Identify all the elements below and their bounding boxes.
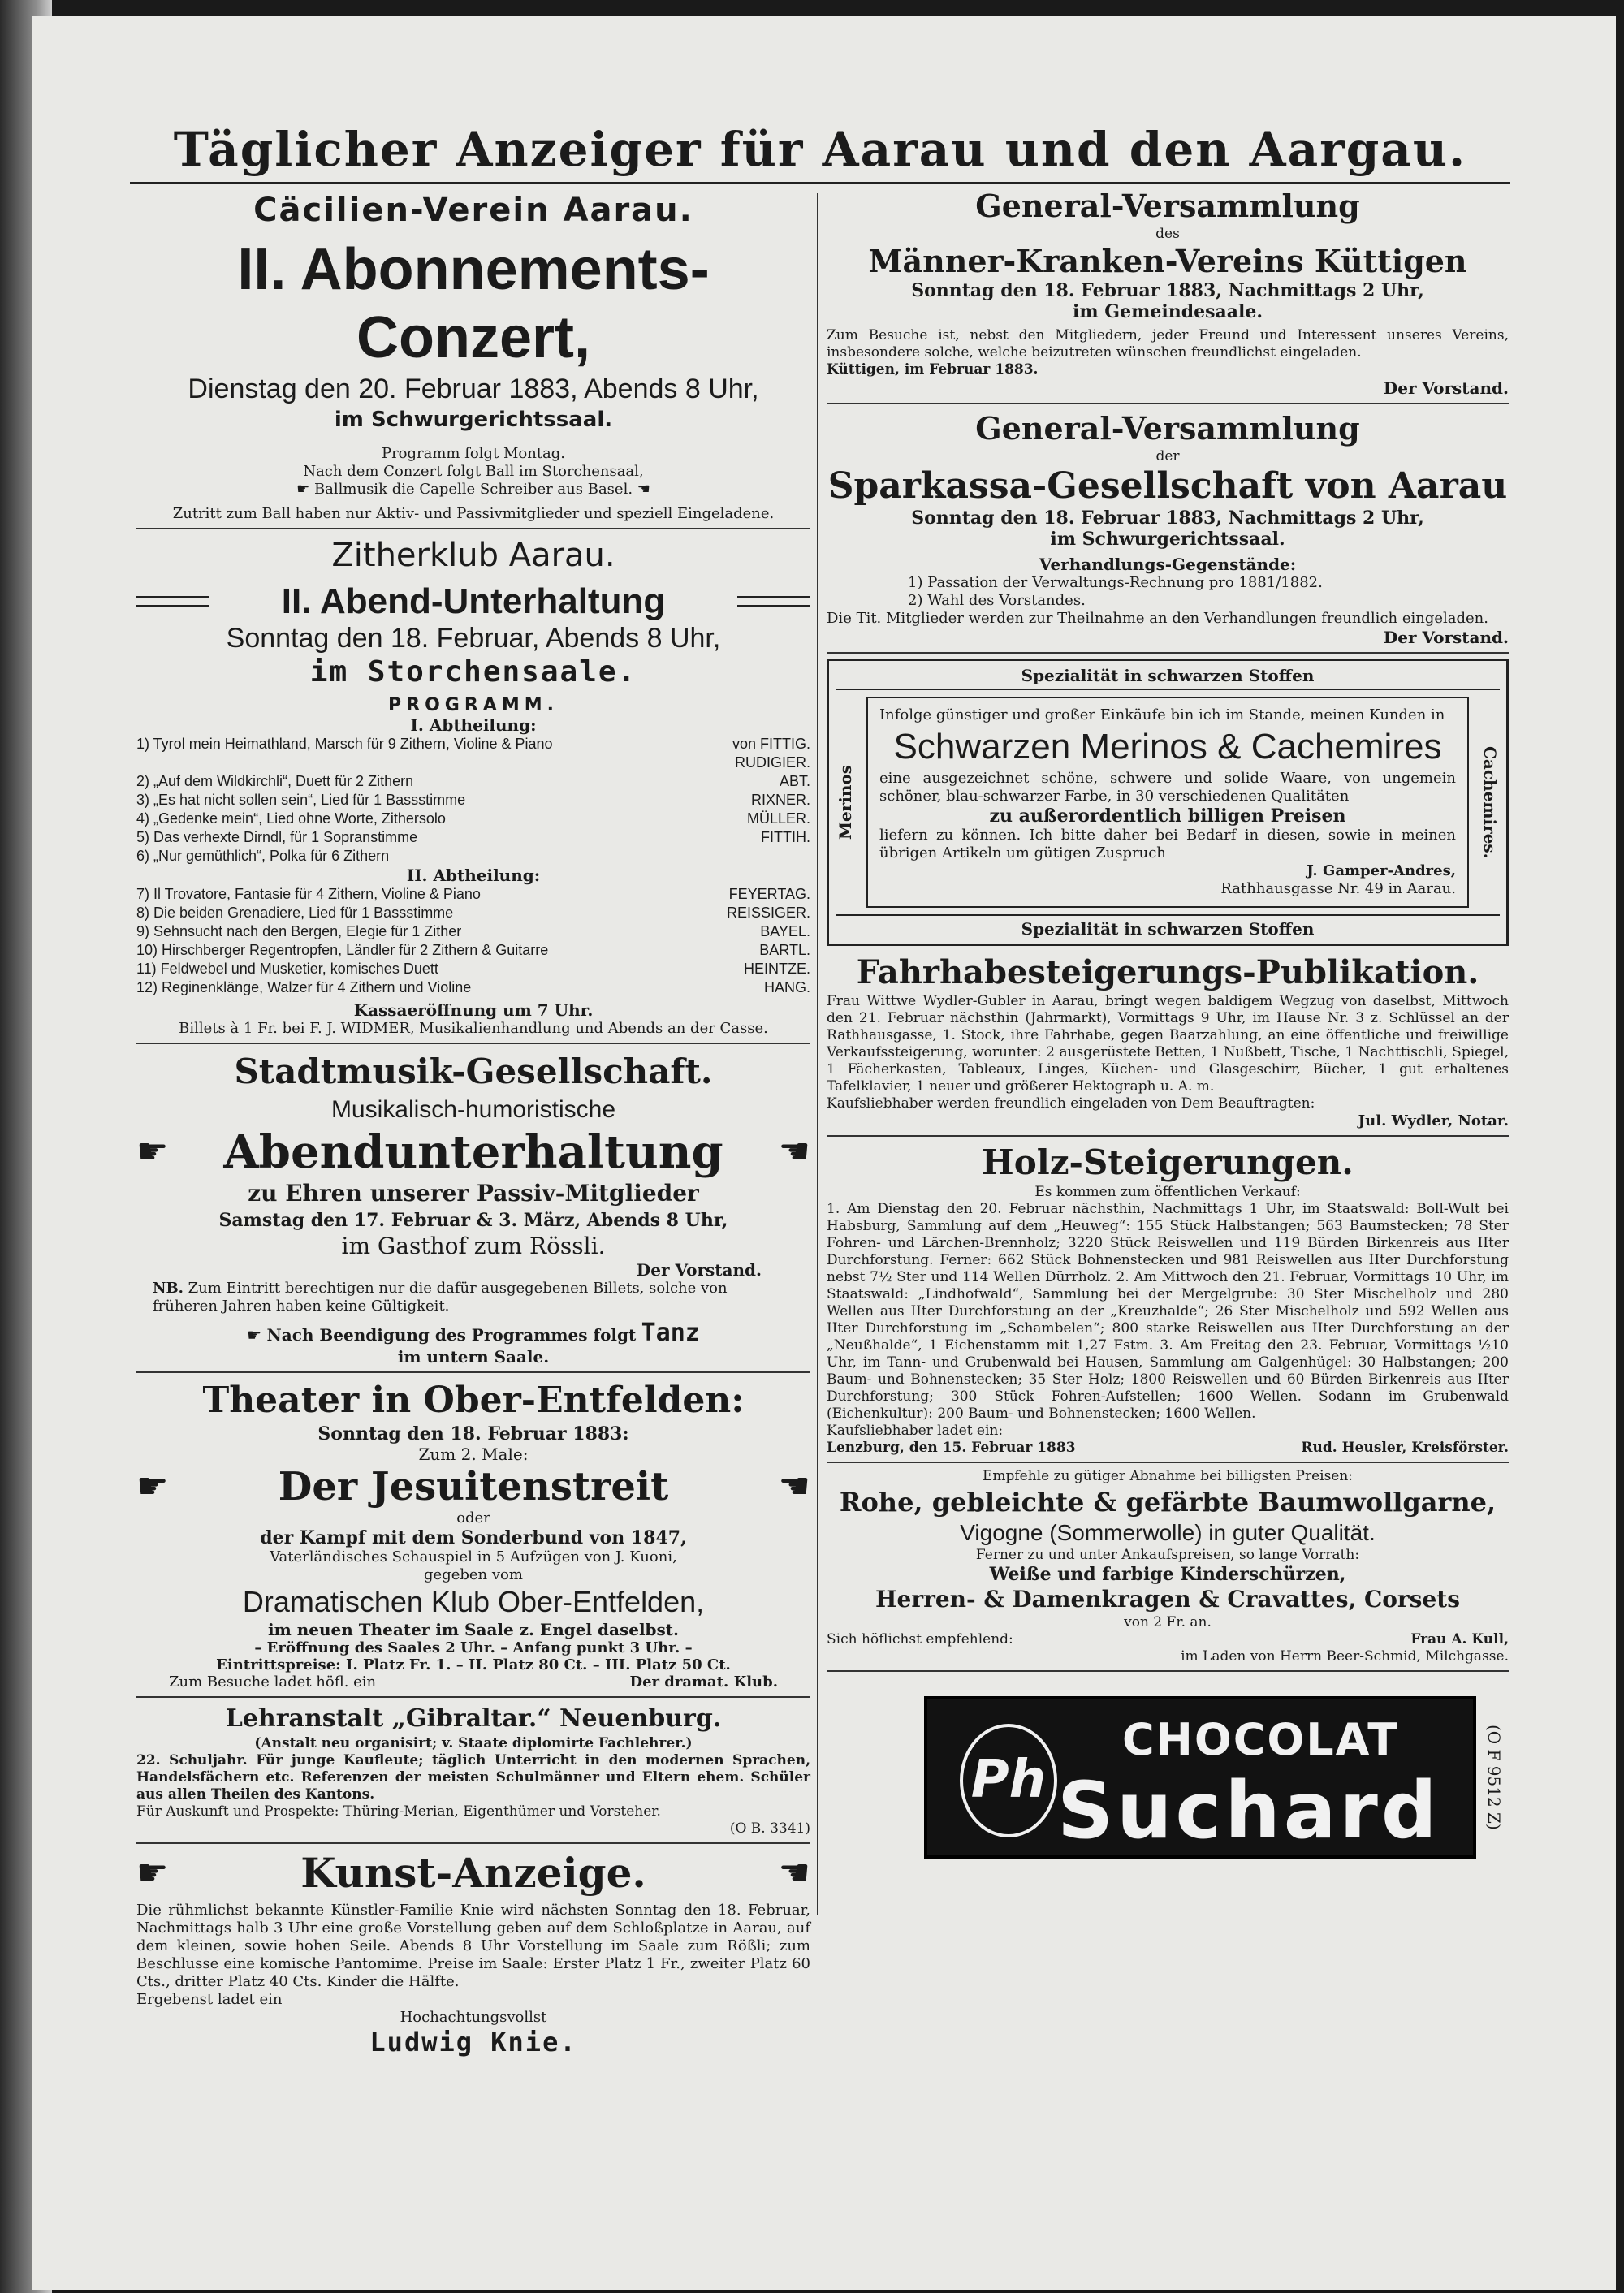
theater-prices: Eintrittspreise: I. Platz Fr. 1. – II. Platz 80 Ct. – III. Platz 50 Ct. bbox=[216, 1656, 731, 1673]
pointing-hand-left-icon: ☚ bbox=[778, 1131, 810, 1172]
gv1-des: des bbox=[1155, 226, 1180, 242]
kull-l2: Herren- & Damenkragen & Cravattes, Corsets bbox=[875, 1586, 1460, 1613]
fahr-body: Frau Wittwe Wydler-Gubler in Aarau, bringt wegen baldigem Wegzug von daselbst, Mittwoch den 21. Februar nächsthin (Jahrmarkt), Vormittags 9 Uhr, im Hause Nr. 3 z. Schlüssel an der Rathhausgasse, 1. Stock, ihre Fahrhabe, gegen Baarzahlung, an eine öffentliche und freiwillige Verkaufssteigerung, worunter: 2 ausgerüstete Betten, 1 Nußbett, Tische, 1 Nachttischli, Spiegel, 1 Fächerkasten, Tableaux, Linges, Küchen- und Glasgeschirr, Bücher, 1 gut erhaltenes Tafelklavier, 1 neuer und größerer Hektograph u. A. m. bbox=[827, 993, 1509, 1095]
pointing-hand-icon: ☛ bbox=[247, 1325, 267, 1345]
suchard-ad bbox=[827, 1696, 1509, 1859]
kull-intro: Empfehle zu gütiger Abnahme bei billigsten Preisen: bbox=[982, 1468, 1354, 1484]
pointing-hand-right-icon: ☛ bbox=[136, 1851, 169, 1894]
nb-text: Zum Eintritt berechtigen nur die dafür ausgegebenen Billets, solche von früheren Jahren haben keine Gültigkeit. bbox=[153, 1280, 728, 1315]
suchard-monogram: Ph bbox=[960, 1724, 1057, 1837]
caecilien-line: Ballmusik die Capelle Schreiber aus Basel. bbox=[313, 481, 633, 498]
nb-label: NB. bbox=[153, 1280, 184, 1297]
theater-footer bbox=[136, 1673, 810, 1691]
stadtmusik-tanz: Tanz bbox=[641, 1319, 700, 1347]
divider bbox=[136, 1696, 810, 1698]
holz-body: 1. Am Dienstag den 20. Februar nächsthin, Nachmittags 1 Uhr, im Staatswald: Boll-Wult bei Habsburg, Sammlung auf dem „Heuweg“: 155 Stück Halbstangen; 563 Baumstecken; 78 Ster Fohren- und Lärchen-Brennholz; 3220 Stück Reiswellen und 119 Bürden Birkenreis aus IIter Durchforstung. Ferner: 662 Stück Bohnenstecken und 981 Reiswellen aus IIter Durchforstung nebst 7½ Ster und 114 Wellen Dürrholz. 2. Am Mittwoch den 21. Februar, Vormittags 10 Uhr, im Staatswald: „Lindhofwald“, Sammlung bei der Mergelgrube: 30 Ster Mischelholz und 280 Wellen aus IIter Durchforstung an der „Kreuzhalde“; 26 Ster Mischelholz und 592 Wellen aus IIter Durchforstung im „Schambelen“; 800 starke Reiswellen aus IIter Durchforstung an der „Neußhalde“, 1 Eichenstamm mit 1,27 Fstm. 3. Am Freitag den 23. Februar, Vormittags ½10 Uhr, im Tann- und Grubenwald bei Hausen, Sammlung am Galgenhügel: 30 Halbstangen; 200 Baum- und Bohnenstecken; 35 Ster Holz; 1800 Reiswellen und 60 Bürden Birkenreis aus IIter Durchforstung; 300 Stück Fohren-Aufstellen; 1600 Wellen. Sodann im Grubenwald (Eichenkultur): 200 Baum- und Bohnenstecken; 1600 Wellen. bbox=[827, 1201, 1509, 1422]
program-item: 10) Hirschberger Regentropfen, Ländler für 2 Zithern & Guitarre BARTL. bbox=[136, 942, 810, 958]
theater-given: gegeben vom bbox=[424, 1566, 523, 1583]
stadtmusik-tanz-place: im untern Saale. bbox=[397, 1347, 550, 1367]
kunst-greet: Hochachtungsvollst bbox=[400, 2009, 547, 2026]
stadtmusik-date: Samstag den 17. Februar & 3. März, Abends 8 Uhr, bbox=[218, 1210, 728, 1231]
column-divider bbox=[817, 193, 818, 1915]
stadtmusik-honor: zu Ehren unserer Passiv-Mitglieder bbox=[248, 1180, 699, 1207]
program-item: 7) Il Trovatore, Fantasie für 4 Zithern, Violine & Piano FEYERTAG. bbox=[136, 886, 810, 902]
divider bbox=[827, 652, 1509, 654]
pointing-hand-left-icon: ☚ bbox=[633, 481, 650, 498]
divider bbox=[136, 1371, 810, 1373]
merinos-right-label: Cachemires. bbox=[1480, 745, 1500, 859]
program-item: 8) Die beiden Grenadiere, Lied für 1 Bassstimme REISSIGER. bbox=[136, 905, 810, 921]
stadtmusik-event: Abendunterhaltung bbox=[223, 1125, 723, 1179]
gv2-place: im Schwurgerichtssaal. bbox=[1050, 529, 1285, 550]
theater-club: Dramatischen Klub Ober-Entfelden, bbox=[242, 1585, 705, 1618]
gibraltar-prosp: Für Auskunft und Prospekte: Thüring-Merian, Eigenthümer und Vorsteher. bbox=[136, 1803, 661, 1820]
kull-sign-row bbox=[827, 1631, 1509, 1648]
ornament-rule bbox=[136, 596, 209, 607]
pointing-hand-right-icon: ☛ bbox=[136, 1466, 169, 1507]
kunst-invite: Ergebenst ladet ein bbox=[136, 1991, 283, 2008]
kull-vig: Vigogne (Sommerwolle) in guter Qualität. bbox=[960, 1520, 1376, 1545]
gv1-title: General-Versammlung bbox=[975, 188, 1360, 224]
gv2-title: General-Versammlung bbox=[975, 410, 1360, 447]
theater-ad bbox=[136, 1378, 810, 1691]
program-item: 2) „Auf dem Wildkirchli“, Duett für 2 Zithern ABT. bbox=[136, 773, 810, 789]
zither-kasse: Kassaeröffnung um 7 Uhr. bbox=[353, 1000, 594, 1020]
pointing-hand-icon: ☛ bbox=[296, 481, 314, 498]
zither-billets: Billets à 1 Fr. bei F. J. WIDMER, Musikalienhandlung und Abends an der Casse. bbox=[179, 1020, 768, 1037]
gv1-sign: Der Vorstand. bbox=[1383, 378, 1509, 398]
gibraltar-body: 22. Schuljahr. Für junge Kaufleute; täglich Unterricht in den modernen Sprachen, Handelsfächern etc. Referenzen der meisten Schulmänner und Eltern ehem. Schüler aus allen Theilen des Kantons. bbox=[136, 1752, 810, 1803]
gv1-loc: Küttigen, im Februar 1883. bbox=[827, 361, 1039, 378]
gv2-sign: Der Vorstand. bbox=[1383, 628, 1509, 647]
caecilien-line: Nach dem Conzert folgt Ball im Storchensaal, bbox=[303, 463, 644, 480]
suchard-logo bbox=[924, 1696, 1476, 1859]
theater-place: im neuen Theater im Saale z. Engel daselbst. bbox=[267, 1620, 679, 1639]
program-item: 9) Sehnsucht nach den Bergen, Elegie für 1 Zither BAYEL. bbox=[136, 923, 810, 939]
stadtmusik-sub: Musikalisch-humoristische bbox=[330, 1096, 616, 1123]
suchard-code: (O F 9512 Z) bbox=[1484, 1725, 1504, 1830]
merinos-body-row bbox=[836, 690, 1500, 914]
kull-rec: Sich höflichst empfehlend: bbox=[827, 1631, 1013, 1647]
merinos-body: eine ausgezeichnet schöne, schwere und solide Waare, von ungemein schöner, blau-schwarzer Farbe, in 30 verschiedenen Qualitäten bbox=[879, 770, 1456, 805]
gv1-date: Sonntag den 18. Februar 1883, Nachmittags 2 Uhr, bbox=[911, 280, 1424, 301]
program-item: 11) Feldwebel und Musketier, komisches Duett HEINTZE. bbox=[136, 961, 810, 977]
zither-date: Sonntag den 18. Februar, Abends 8 Uhr, bbox=[226, 623, 721, 654]
stadtmusik-nb bbox=[136, 1280, 810, 1315]
gv2-club: Sparkassa-Gesellschaft von Aarau bbox=[827, 465, 1508, 507]
kull-ad bbox=[827, 1468, 1509, 1665]
zither-ad bbox=[136, 534, 810, 1038]
gv2-date: Sonntag den 18. Februar 1883, Nachmittags 2 Uhr, bbox=[911, 507, 1424, 529]
merinos-sign: J. Gamper-Andres, bbox=[1307, 862, 1456, 879]
zither-place: im Storchensaale. bbox=[309, 655, 637, 689]
gv2-item: 1) Passation der Verwaltungs-Rechnung pro 1881/1882. bbox=[908, 574, 1323, 591]
fahr-invite: Kaufsliebhaber werden freundlich eingeladen von Dem Beauftragten: bbox=[827, 1095, 1315, 1112]
kull-sign: Frau A. Kull, bbox=[1410, 1631, 1509, 1647]
program-item: 3) „Es hat nicht sollen sein“, Lied für 1 Bassstimme RIXNER. bbox=[136, 792, 810, 808]
kull-more: Ferner zu und unter Ankaufspreisen, so lange Vorrath: bbox=[975, 1547, 1360, 1563]
kull-l1: Weiße und farbige Kinderschürzen, bbox=[989, 1564, 1346, 1585]
gv-kuettigen-ad bbox=[827, 187, 1509, 398]
stadtmusik-after-row bbox=[136, 1319, 810, 1347]
suchard-name: Suchard bbox=[1057, 1765, 1440, 1856]
caecilien-date: Dienstag den 20. Februar 1883, Abends 8 Uhr, bbox=[188, 374, 759, 404]
theater-times: Zum 2. Male: bbox=[418, 1444, 529, 1464]
theater-play: Der Jesuitenstreit bbox=[278, 1464, 669, 1509]
gibraltar-code: (O B. 3341) bbox=[729, 1820, 810, 1837]
theater-oder: oder bbox=[456, 1509, 490, 1527]
holz-loc: Lenzburg, den 15. Februar 1883 bbox=[827, 1440, 1076, 1456]
divider bbox=[136, 528, 810, 529]
theater-title: Theater in Ober-Entfelden: bbox=[202, 1380, 745, 1421]
kull-l3: von 2 Fr. an. bbox=[1124, 1614, 1212, 1630]
gv1-place: im Gemeindesaale. bbox=[1073, 301, 1263, 322]
stadtmusik-sign: Der Vorstand. bbox=[636, 1260, 762, 1280]
zither-programm: PROGRAMM. bbox=[388, 695, 559, 715]
fahrhabe-ad bbox=[827, 952, 1509, 1130]
divider bbox=[827, 403, 1509, 404]
gibraltar-line1: (Anstalt neu organisirt; v. Staate diplomirte Fachlehrer.) bbox=[254, 1735, 693, 1751]
kunst-title: Kunst-Anzeige. bbox=[300, 1849, 646, 1897]
merinos-ad bbox=[827, 659, 1509, 946]
ornament-rule bbox=[737, 596, 810, 607]
theater-sub: der Kampf mit dem Sonderbund von 1847, bbox=[260, 1527, 687, 1548]
stadtmusik-title: Stadtmusik-Gesellschaft. bbox=[234, 1051, 713, 1091]
theater-invite: Zum Besuche ladet höfl. ein bbox=[169, 1673, 377, 1691]
pointing-hand-right-icon: ☛ bbox=[136, 1131, 169, 1172]
zither-program-part2 bbox=[136, 885, 810, 997]
caecilien-ad bbox=[136, 192, 810, 523]
zither-abt1: I. Abtheilung: bbox=[410, 715, 537, 735]
zither-event: II. Abend-Unterhaltung bbox=[281, 581, 666, 621]
theater-desc: Vaterländisches Schauspiel in 5 Aufzügen von J. Kuoni, bbox=[270, 1548, 677, 1565]
merinos-addr: Rathhausgasse Nr. 49 in Aarau. bbox=[1220, 880, 1456, 897]
holz-title: Holz-Steigerungen. bbox=[982, 1142, 1354, 1182]
gv1-club: Männer-Kranken-Vereins Küttigen bbox=[868, 243, 1467, 279]
stadtmusik-place: im Gasthof zum Rössli. bbox=[341, 1233, 606, 1259]
fahr-title: Fahrhabesteigerungs-Publikation. bbox=[856, 953, 1479, 991]
program-item: 4) „Gedenke mein“, Lied ohne Worte, Zithersolo MÜLLER. bbox=[136, 810, 810, 827]
merinos-inner bbox=[866, 697, 1469, 908]
program-item: 1) Tyrol mein Heimathland, Marsch für 9 Zithern, Violine & Piano von FITTIG. bbox=[136, 736, 810, 752]
gibraltar-title: Lehranstalt „Gibraltar.“ Neuenburg. bbox=[225, 1704, 722, 1733]
program-item: 6) „Nur gemüthlich“, Polka für 6 Zithern bbox=[136, 848, 390, 864]
holz-intro: Es kommen zum öffentlichen Verkauf: bbox=[1034, 1184, 1301, 1200]
merinos-left-label: Merinos bbox=[836, 764, 855, 840]
kunst-title-row bbox=[136, 1849, 810, 1897]
pointing-hand-left-icon: ☚ bbox=[778, 1851, 810, 1894]
caecilien-place: im Schwurgerichtssaal. bbox=[334, 408, 613, 432]
holz-footer bbox=[827, 1440, 1509, 1457]
theater-date: Sonntag den 18. Februar 1883: bbox=[317, 1423, 629, 1444]
holz-sign: Rud. Heusler, Kreisförster. bbox=[1301, 1440, 1509, 1456]
program-item: 5) Das verhexte Dirndl, für 1 Sopranstimme FITTIH. bbox=[136, 829, 810, 845]
program-item: RUDIGIER. bbox=[734, 754, 810, 771]
kunst-body: Die rühmlichst bekannte Künstler-Familie Knie wird nächsten Sonntag den 18. Februar, Nachmittags halb 3 Uhr eine große Vorstellung geben auf dem Schloßplatze in Aarau, auf dem kleinen, sowie hohen Seile. Abends 8 Uhr Vorstellung im Saale zum Rößli; zum Beschlusse eine komische Pantomime. Preise im Saale: Erster Platz 1 Fr., zweiter Platz 60 Cts., dritter Platz 40 Cts. Kinder die Hälfte. bbox=[136, 1902, 810, 1990]
merinos-top: Spezialität in schwarzen Stoffen bbox=[836, 666, 1500, 690]
divider bbox=[136, 1842, 810, 1844]
merinos-intro: Infolge günstiger und großer Einkäufe bin ich im Stande, meinen Kunden in bbox=[879, 706, 1445, 723]
caecilien-line-hands bbox=[136, 481, 810, 499]
divider bbox=[827, 1462, 1509, 1463]
zither-title: Zitherklub Aarau. bbox=[331, 537, 615, 574]
gv-sparkassa-ad bbox=[827, 409, 1509, 647]
right-column bbox=[827, 187, 1509, 1859]
kull-addr: im Laden von Herrn Beer-Schmid, Milchgasse. bbox=[1181, 1648, 1509, 1665]
caecilien-line: Programm folgt Montag. bbox=[381, 445, 566, 462]
stadtmusik-ad bbox=[136, 1049, 810, 1367]
caecilien-concert: II. Abonnements-Conzert, bbox=[237, 237, 710, 370]
fahr-sign: Jul. Wydler, Notar. bbox=[1358, 1112, 1509, 1129]
theater-play-row bbox=[136, 1464, 810, 1509]
left-column bbox=[136, 187, 810, 2058]
kunst-ad bbox=[136, 1849, 810, 2058]
caecilien-access: Zutritt zum Ball haben nur Aktiv- und Passivmitglieder und speziell Eingeladene. bbox=[172, 505, 775, 522]
holz-invite: Kaufsliebhaber ladet ein: bbox=[827, 1423, 1004, 1439]
holz-ad bbox=[827, 1142, 1509, 1457]
theater-sign: Der dramat. Klub. bbox=[629, 1673, 778, 1691]
zither-program-part1 bbox=[136, 735, 810, 866]
masthead-rule bbox=[130, 182, 1510, 184]
caecilien-title: Cäcilien-Verein Aarau. bbox=[253, 192, 693, 229]
program-item: 12) Reginenklänge, Walzer für 4 Zithern und Violine HANG. bbox=[136, 979, 810, 995]
gibraltar-ad bbox=[136, 1703, 810, 1837]
kull-title: Rohe, gebleichte & gefärbte Baumwollgarne, bbox=[839, 1487, 1497, 1518]
zither-abt2: II. Abtheilung: bbox=[406, 866, 541, 885]
stadtmusik-after: Nach Beendigung des Programmes folgt bbox=[266, 1325, 637, 1345]
suchard-top: CHOCOLAT bbox=[1122, 1714, 1400, 1765]
zither-event-row bbox=[136, 581, 810, 622]
gv2-item: 2) Wahl des Vorstandes. bbox=[908, 592, 1086, 609]
gv2-der: der bbox=[1155, 448, 1180, 464]
gv2-vh: Verhandlungs-Gegenstände: bbox=[1039, 555, 1297, 574]
divider bbox=[827, 1135, 1509, 1137]
divider bbox=[136, 1043, 810, 1044]
merinos-more: liefern zu können. Ich bitte daher bei Bedarf in diesen, sowie in meinen übrigen Artikeln um gütigen Zuspruch bbox=[879, 827, 1456, 861]
masthead: Täglicher Anzeiger für Aarau und den Aargau. bbox=[173, 122, 1467, 177]
kunst-sign: Ludwig Knie. bbox=[369, 2027, 577, 2058]
merinos-bottom: Spezialität in schwarzen Stoffen bbox=[836, 914, 1500, 939]
divider bbox=[827, 1670, 1509, 1672]
stadtmusik-event-row bbox=[136, 1125, 810, 1179]
gv1-body: Zum Besuche ist, nebst den Mitgliedern, jeder Freund und Interessent unseres Vereins, insbesondere solche, welche beizutreten wünschen freundlichst eingeladen. bbox=[827, 327, 1509, 361]
gv2-body: Die Tit. Mitglieder werden zur Theilnahme an den Verhandlungen freundlich eingeladen. bbox=[827, 610, 1488, 627]
merinos-price: zu außerordentlich billigen Preisen bbox=[989, 805, 1346, 827]
merinos-big: Schwarzen Merinos & Cachemires bbox=[893, 727, 1442, 766]
pointing-hand-left-icon: ☚ bbox=[778, 1466, 810, 1507]
theater-open: – Eröffnung des Saales 2 Uhr. – Anfang punkt 3 Uhr. – bbox=[254, 1639, 693, 1656]
